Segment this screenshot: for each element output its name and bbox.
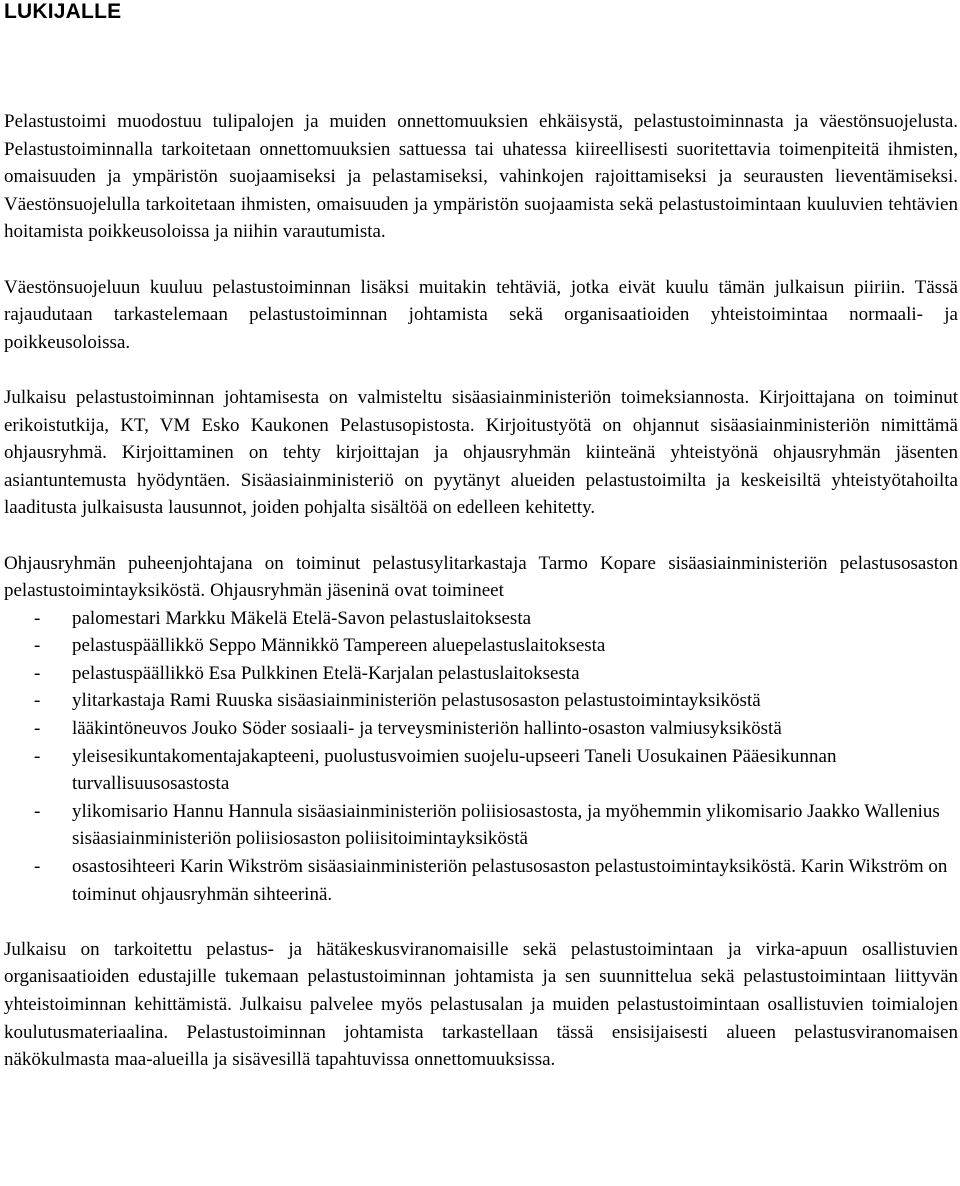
steering-group-paragraph: Ohjausryhmän puheenjohtajana on toiminut pelastusylitarkastaja Tarmo Kopare sisäasiainministeriön pelastusosaston pelastustoimintayksiköstä. Ohjausryhmän jäseninä ovat toimineet xyxy=(4,552,958,602)
member-text: lääkintöneuvos Jouko Söder sosiaali- ja terveysministeriön hallinto-osaston valmiusyksiköstä xyxy=(72,718,782,740)
page-title: LUKIJALLE xyxy=(4,0,122,23)
list-dash: - xyxy=(34,662,41,684)
steering-group-member-list xyxy=(4,605,958,909)
list-dash: - xyxy=(34,607,41,629)
list-item xyxy=(4,853,958,908)
list-item xyxy=(4,632,958,660)
scope-paragraph: Väestönsuojeluun kuuluu pelastustoiminnan lisäksi muitakin tehtäviä, jotka eivät kuulu tämän julkaisun piiriin. Tässä rajaudutaan tarkastelemaan pelastustoiminnan johtamista sekä organisaatioiden yhteistoimintaa normaali- ja poikkeusoloissa. xyxy=(4,276,958,353)
list-item xyxy=(4,687,958,715)
member-text: osastosihteeri Karin Wikström sisäasiainministeriön pelastusosaston pelastustoimintayksiköstä. Karin Wikström on toiminut ohjausryhmän sihteerinä. xyxy=(72,856,948,905)
list-item xyxy=(4,743,958,798)
member-text: ylikomisario Hannu Hannula sisäasiainministeriön poliisiosastosta, ja myöhemmin ylikomisario Jaakko Wallenius sisäasiainministeriön poliisiosaston poliisitoimintayksiköstä xyxy=(72,800,940,850)
member-text: pelastuspäällikkö Seppo Männikkö Tampereen aluepelastuslaitoksesta xyxy=(72,635,606,657)
list-item xyxy=(4,660,958,688)
list-dash: - xyxy=(34,690,41,712)
intro-paragraph: Pelastustoimi muodostuu tulipalojen ja muiden onnettomuuksien ehkäisystä, pelastustoiminnasta ja väestönsuojelusta. Pelastustoiminnalla tarkoitetaan onnettomuuksien sattuessa tai uhatessa kiireellisesti suoritettavia toimenpiteitä ihmisten, omaisuuden ja ympäristön suojaamiseksi ja pelastamiseksi, vahinkojen rajoittamiseksi ja seurausten lieventämiseksi. Väestönsuojelulla tarkoitetaan ihmisten, omaisuuden ja ympäristön suojaamista sekä pelastustoimintaan kuuluvien tehtävien hoitamista poikkeusoloissa ja niihin varautumista. xyxy=(4,111,958,243)
list-item xyxy=(4,715,958,743)
member-text: yleisesikuntakomentajakapteeni, puolustusvoimien suojelu-upseeri Taneli Uosukainen Pääesikunnan turvallisuusosastosta xyxy=(72,745,837,795)
list-item xyxy=(4,798,958,853)
list-dash: - xyxy=(34,745,41,767)
member-text: pelastuspäällikkö Esa Pulkkinen Etelä-Karjalan pelastuslaitoksesta xyxy=(72,662,580,684)
authorship-paragraph: Julkaisu pelastustoiminnan johtamisesta on valmisteltu sisäasiainministeriön toimeksiannosta. Kirjoittajana on toiminut erikoistutkija, KT, VM Esko Kaukonen Pelastusopistosta. Kirjoitustyötä on ohjannut sisäasiainministeriön nimittämä ohjausryhmä. Kirjoittaminen on tehty kirjoittajan ja ohjausryhmän kiinteänä yhteistyönä ohjausryhmän jäsenten asiantuntemusta hyödyntäen. Sisäasiainministeriö on pyytänyt alueiden pelastustoimilta ja keskeisiltä yhteistyötahoilta laaditusta julkaisusta lausunnot, joiden pohjalta sisältöä on edelleen kehitetty. xyxy=(4,386,958,519)
list-dash: - xyxy=(34,800,41,822)
list-item xyxy=(4,605,958,633)
list-dash: - xyxy=(34,718,41,740)
purpose-paragraph: Julkaisu on tarkoitettu pelastus- ja hätäkeskusviranomaisille sekä pelastustoimintaan ja virka-apuun osallistuvien organisaatioiden edustajille tukemaan pelastustoiminnan johtamista ja sen suunnittelua sekä pelastustoimintaan liittyvän yhteistoiminnan kehittämistä. Julkaisu palvelee myös pelastusalan ja muiden pelastustoimintaan osallistuvien toimialojen koulutusmateriaalina. Pelastustoiminnan johtamista tarkastellaan tässä ensisijaisesti alueen pelastusviranomaisen näkökulmasta maa-alueilla ja sisävesillä tapahtuvissa onnettomuuksissa. xyxy=(4,938,958,1071)
list-dash: - xyxy=(34,856,41,878)
member-text: ylitarkastaja Rami Ruuska sisäasiainministeriön pelastusosaston pelastustoimintayksiköstä xyxy=(72,690,761,712)
list-dash: - xyxy=(34,635,41,657)
member-text: palomestari Markku Mäkelä Etelä-Savon pelastuslaitoksesta xyxy=(72,607,532,629)
